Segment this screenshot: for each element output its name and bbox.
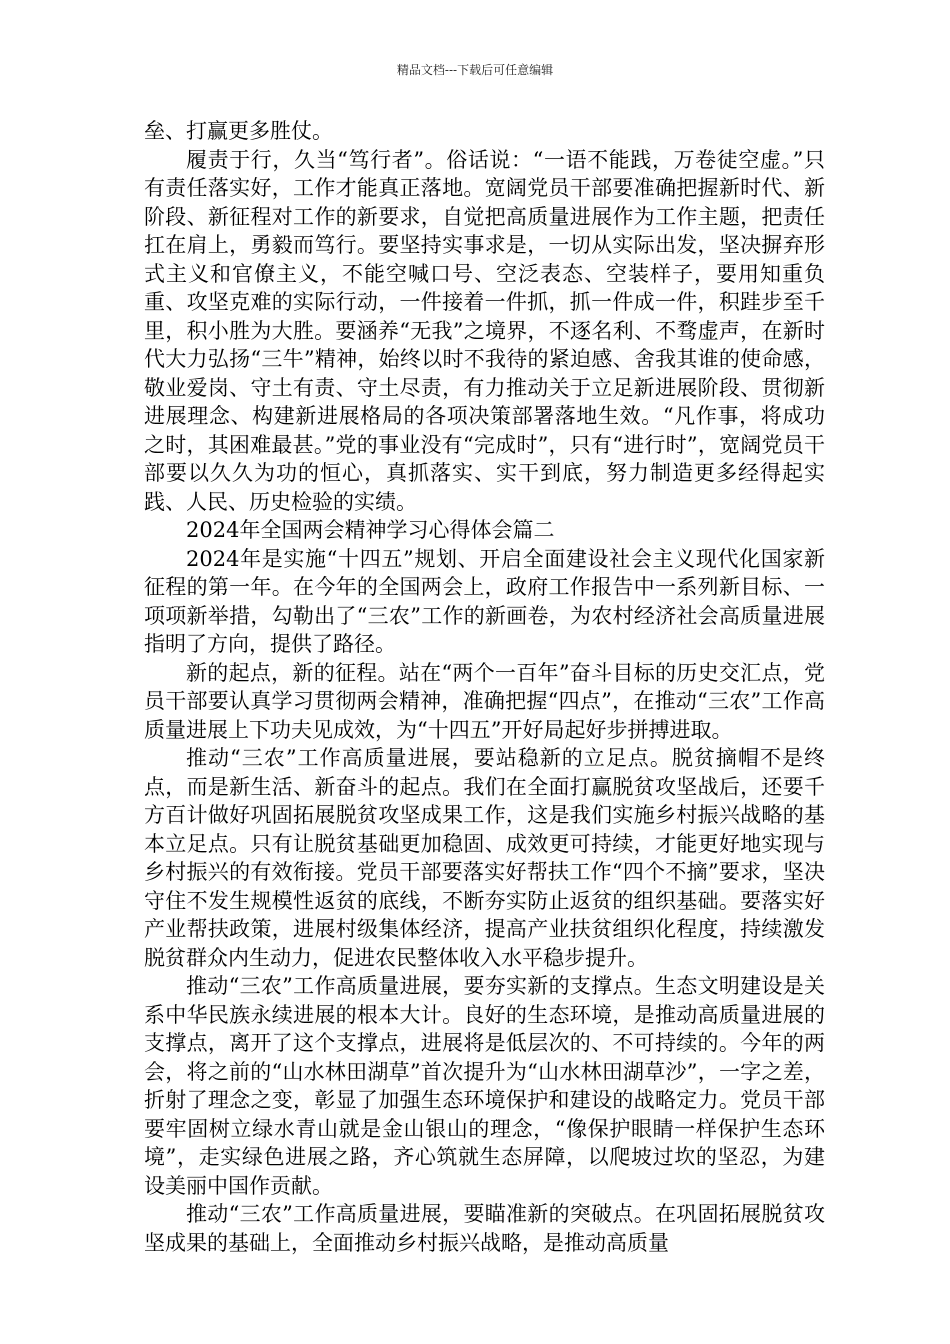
page-header: 精品文档---下载后可任意编辑 <box>396 63 554 77</box>
paragraph-intro: 2024年是实施“十四五”规划、开启全面建设社会主义现代化国家新征程的第一年。在今年的全国两会上，政府工作报告中一系列新目标、一项项新举措，勾勒出了“三农”工作的新画卷，为农村经济社会高质量进展指明了方向，提供了路径。 <box>144 546 825 656</box>
paragraph-new-start: 新的起点，新的征程。站在“两个一百年”奋斗目标的历史交汇点，党员干部要认真学习贯彻两会精神，准确把握“四点”，在推动“三农”工作高质量进展上下功夫见成效，为“十四五”开好局起好步拼搏进取。 <box>144 660 825 742</box>
paragraph-continuation: 垒、打赢更多胜仗。 <box>144 119 333 143</box>
paragraph-breakthrough: 推动“三农”工作高质量进展，要瞄准新的突破点。在巩固拓展脱贫攻坚成果的基础上，全面推动乡村振兴战略，是推动高质量 <box>144 1202 825 1255</box>
document-body <box>144 117 825 1257</box>
paragraph-duty: 履责于行，久当“笃行者”。俗话说：“一语不能践，万卷徒空虚。”只有责任落实好，工作才能真正落地。宽阔党员干部要准确把握新时代、新阶段、新征程对工作的新要求，自觉把高质量进展作为工作主题，把责任扛在肩上，勇毅而笃行。要坚持实事求是，一切从实际出发，坚决摒弃形式主义和官僚主义，不能空喊口号、空泛表态、空装样子，要用知重负重、攻坚克难的实际行动，一件接着一件抓，抓一件成一件，积跬步至千里，积小胜为大胜。要涵养“无我”之境界，不逐名利、不骛虚声，在新时代大力弘扬“三牛”精神，始终以时不我待的紧迫感、舍我其谁的使命感，敬业爱岗、守土有责、守土尽责，有力推动关于立足新进展阶段、贯彻新进展理念、构建新进展格局的各项决策部署落地生效。“凡作事，将成功之时，其困难最甚。”党的事业没有“完成时”，只有“进行时”，宽阔党员干部要以久久为功的恒心，真抓落实、实干到底，努力制造更多经得起实践、人民、历史检验的实绩。 <box>144 147 825 514</box>
paragraph-support: 推动“三农”工作高质量进展，要夯实新的支撑点。生态文明建设是关系中华民族永续进展的根本大计。良好的生态环境，是推动高质量进展的支撑点，离开了这个支撑点，进展将是低层次的、不可持续的。今年的两会，将之前的“山水林田湖草”首次提升为“山水林田湖草沙”，一字之差，折射了理念之变，彰显了加强生态环境保护和建设的战略定力。党员干部要牢固树立绿水青山就是金山银山的理念，“像保护眼睛一样保护生态环境”，走实绿色进展之路，齐心筑就生态屏障，以爬坡过坎的坚忍，为建设美丽中国作贡献。 <box>144 974 825 1198</box>
section-heading: 2024年全国两会精神学习心得体会篇二 <box>186 518 555 542</box>
paragraph-foothold: 推动“三农”工作高质量进展，要站稳新的立足点。脱贫摘帽不是终点，而是新生活、新奋斗的起点。我们在全面打赢脱贫攻坚战后，还要千方百计做好巩固拓展脱贫攻坚成果工作，这是我们实施乡村振兴战略的基本立足点。只有让脱贫基础更加稳固、成效更可持续，才能更好地实现与乡村振兴的有效衔接。党员干部要落实好帮扶工作“四个不摘”要求，坚决守住不发生规模性返贫的底线，不断夯实防止返贫的组织基础。要落实好产业帮扶政策，进展村级集体经济，提高产业扶贫组织化程度，持续激发脱贫群众内生动力，促进农民整体收入水平稳步提升。 <box>144 746 825 970</box>
